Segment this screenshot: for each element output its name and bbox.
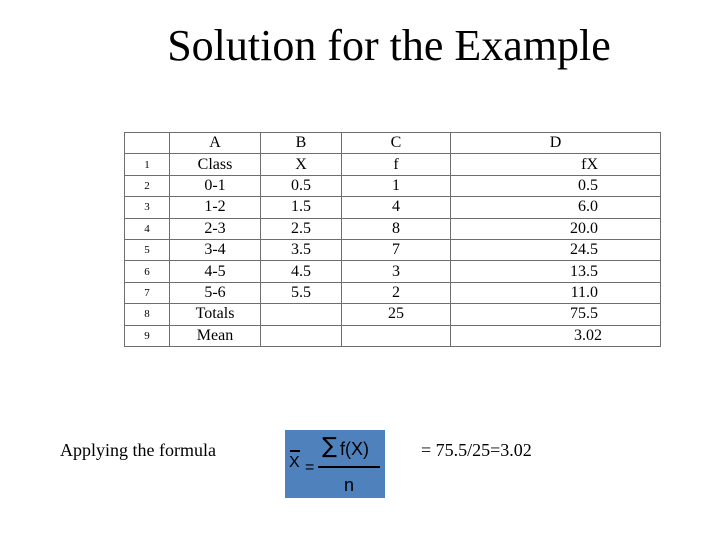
cell-f: 3 (342, 261, 451, 282)
slide-title: Solution for the Example (167, 21, 611, 70)
cell-class: 0-1 (170, 175, 261, 196)
cell-x (261, 325, 342, 346)
cell-x: 0.5 (261, 175, 342, 196)
cell-f: f (342, 154, 451, 175)
cell-fx: 13.5 (451, 261, 661, 282)
spreadsheet-table (124, 132, 661, 347)
row-number: 1 (125, 154, 170, 175)
formula-denominator: n (344, 475, 355, 495)
formula-result: = 75.5/25=3.02 (421, 440, 532, 460)
cell-x: X (261, 154, 342, 175)
corner-cell (125, 133, 170, 154)
cell-class: 5-6 (170, 282, 261, 303)
table-row (125, 261, 661, 282)
table-row (125, 282, 661, 303)
table-row (125, 154, 661, 175)
row-number: 5 (125, 239, 170, 260)
overline (290, 450, 300, 452)
cell-fx: 6.0 (451, 197, 661, 218)
cell-fx: 20.0 (451, 218, 661, 239)
cell-x: 3.5 (261, 239, 342, 260)
cell-f: 1 (342, 175, 451, 196)
cell-f: 2 (342, 282, 451, 303)
table-row (125, 304, 661, 325)
column-header-b: B (261, 133, 342, 154)
cell-f (342, 325, 451, 346)
table-row (125, 239, 661, 260)
row-number: 9 (125, 325, 170, 346)
fraction-line (318, 466, 380, 468)
cell-class: Class (170, 154, 261, 175)
row-number: 8 (125, 304, 170, 325)
cell-class: 4-5 (170, 261, 261, 282)
formula-caption: Applying the formula (60, 440, 216, 460)
cell-x: 1.5 (261, 197, 342, 218)
cell-fx: 24.5 (451, 239, 661, 260)
row-number: 3 (125, 197, 170, 218)
cell-class: 2-3 (170, 218, 261, 239)
cell-class: 3-4 (170, 239, 261, 260)
sigma-icon: ∑ (322, 434, 337, 459)
formula-numerator: f(X) (340, 439, 369, 459)
cell-class: 1-2 (170, 197, 261, 218)
cell-fx: 0.5 (451, 175, 661, 196)
row-number: 4 (125, 218, 170, 239)
row-number: 7 (125, 282, 170, 303)
column-header-row (125, 133, 661, 154)
cell-x: 4.5 (261, 261, 342, 282)
cell-fx: fX (451, 154, 661, 175)
equals-sign: = (305, 459, 315, 476)
cell-fx: 75.5 (451, 304, 661, 325)
cell-x: 2.5 (261, 218, 342, 239)
cell-f: 4 (342, 197, 451, 218)
x-bar-label: X (289, 454, 300, 471)
table-row (125, 175, 661, 196)
cell-x (261, 304, 342, 325)
table-row (125, 325, 661, 346)
cell-f: 25 (342, 304, 451, 325)
mean-formula-image (285, 430, 385, 498)
cell-fx: 3.02 (451, 325, 661, 346)
table-row (125, 218, 661, 239)
column-header-a: A (170, 133, 261, 154)
cell-f: 8 (342, 218, 451, 239)
cell-class: Mean (170, 325, 261, 346)
cell-f: 7 (342, 239, 451, 260)
cell-class: Totals (170, 304, 261, 325)
column-header-d: D (451, 133, 661, 154)
table-row (125, 197, 661, 218)
row-number: 6 (125, 261, 170, 282)
cell-fx: 11.0 (451, 282, 661, 303)
x-bar-symbol (289, 454, 300, 472)
row-number: 2 (125, 175, 170, 196)
column-header-c: C (342, 133, 451, 154)
cell-x: 5.5 (261, 282, 342, 303)
